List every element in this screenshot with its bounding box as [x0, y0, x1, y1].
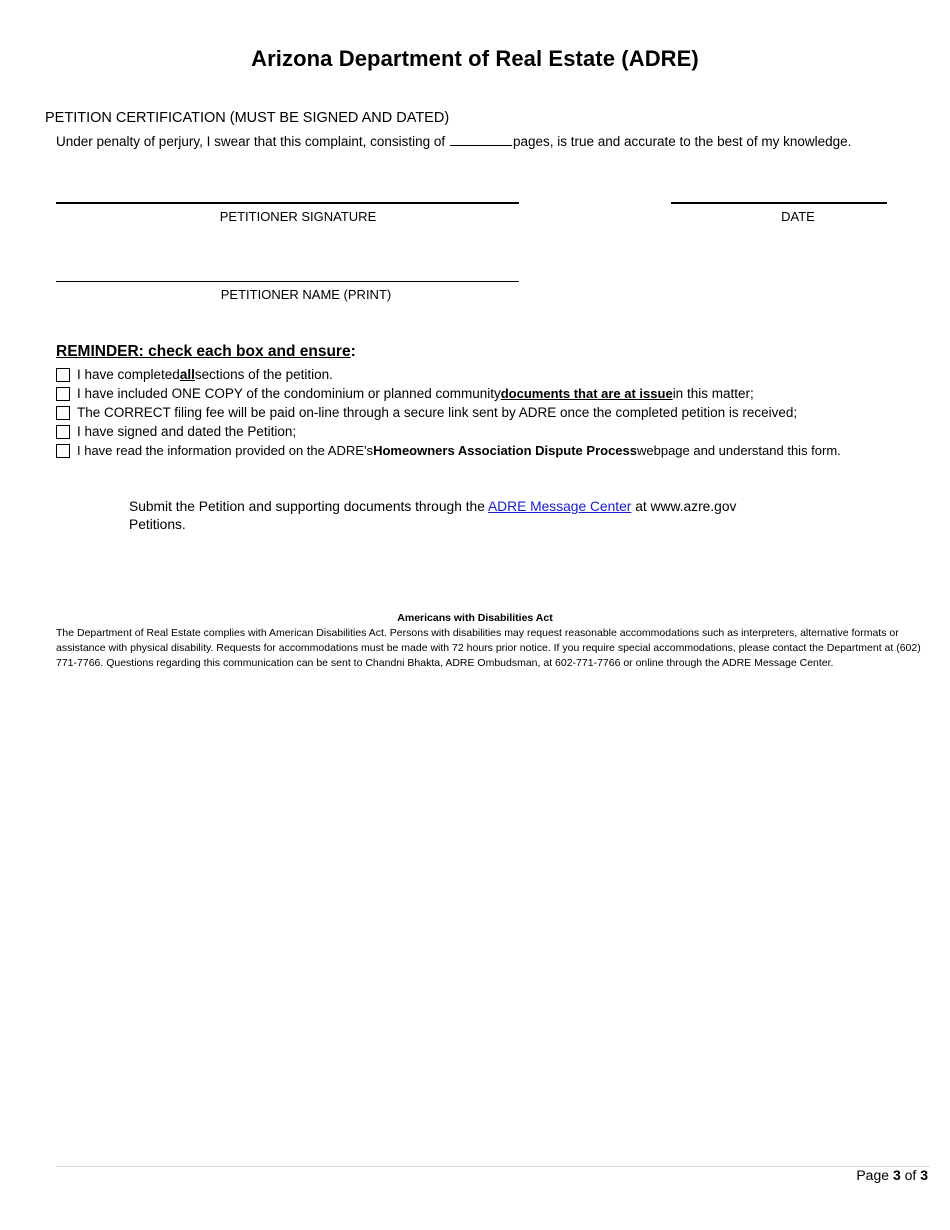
signature-label: PETITIONER SIGNATURE	[219, 209, 377, 224]
checklist-emphasis: all	[179, 367, 195, 382]
reminder-heading-text: REMINDER: check each box and ensure	[56, 343, 351, 360]
certification-text-after: pages, is true and accurate to the best of my knowledge.	[512, 134, 852, 149]
adre-message-center-link[interactable]: ADRE Message Center	[487, 499, 632, 514]
page-number	[856, 1167, 928, 1183]
checkbox[interactable]	[56, 368, 70, 382]
certification-text-before: Under penalty of perjury, I swear that this complaint, consisting of	[56, 134, 449, 149]
checklist-text: in this matter;	[672, 386, 754, 401]
page-count-blank[interactable]	[450, 132, 512, 146]
ada-text: The Department of Real Estate complies with American Disabilities Act. Persons with disabilities may request reasonable accommodations such as interpreters, alternative formats or assistance with physical disability. Requests for accommodations must be made with 72 hours prior notice. If you require special accommodations, please contact the Department at (602) 771-7766. Questions regarding this communication can be sent to Chandni Bhakta, ADRE Ombudsman, at 602-771-7766 or online through the ADRE Message Center.	[56, 627, 921, 669]
checklist-text: sections of the petition.	[194, 367, 333, 382]
checklist-item	[56, 422, 841, 441]
date-line[interactable]	[671, 202, 887, 204]
page-current: 3	[892, 1167, 901, 1183]
checklist-item	[56, 403, 841, 422]
name-line[interactable]	[56, 281, 519, 282]
page-total: 3	[920, 1167, 928, 1183]
checklist-text: I have included ONE COPY of the condominium or planned community	[77, 386, 501, 401]
checkbox[interactable]	[56, 406, 70, 420]
checklist-item	[56, 441, 841, 460]
signature-line[interactable]	[56, 202, 519, 204]
checklist-text: webpage and understand this form.	[637, 443, 841, 458]
of-word: of	[900, 1167, 921, 1183]
footer-divider	[56, 1166, 930, 1167]
checklist-text: The CORRECT filing fee will be paid on-line through a secure link sent by ADRE once the completed petition is received;	[77, 405, 798, 420]
page-word: Page	[856, 1167, 893, 1183]
checklist-text: I have completed	[77, 367, 180, 382]
date-label: DATE	[781, 209, 815, 224]
checklist-text: I have signed and dated the Petition;	[77, 424, 297, 439]
checklist-emphasis: Homeowners Association Dispute Process	[373, 443, 637, 458]
checkbox[interactable]	[56, 444, 70, 458]
submit-text: at www.azre.gov	[631, 499, 737, 514]
submit-text: Submit the Petition and supporting documents through the	[129, 499, 488, 514]
submit-text-line2: Petitions.	[129, 517, 186, 532]
checkbox[interactable]	[56, 387, 70, 401]
ada-title: Americans with Disabilities Act	[397, 612, 553, 624]
checkbox[interactable]	[56, 425, 70, 439]
reminder-checklist	[56, 365, 841, 460]
checklist-text: I have read the information provided on the ADRE’s	[77, 443, 374, 458]
certification-statement	[56, 132, 851, 149]
certification-heading: PETITION CERTIFICATION (MUST BE SIGNED AND DATED)	[45, 110, 450, 126]
checklist-item	[56, 365, 841, 384]
page-title: Arizona Department of Real Estate (ADRE)	[251, 46, 699, 71]
reminder-colon: :	[350, 343, 356, 360]
checklist-emphasis: documents that are at issue	[500, 386, 673, 401]
checklist-item	[56, 384, 841, 403]
submit-instructions	[129, 498, 829, 534]
reminder-heading	[56, 343, 356, 361]
name-label: PETITIONER NAME (PRINT)	[220, 287, 392, 302]
